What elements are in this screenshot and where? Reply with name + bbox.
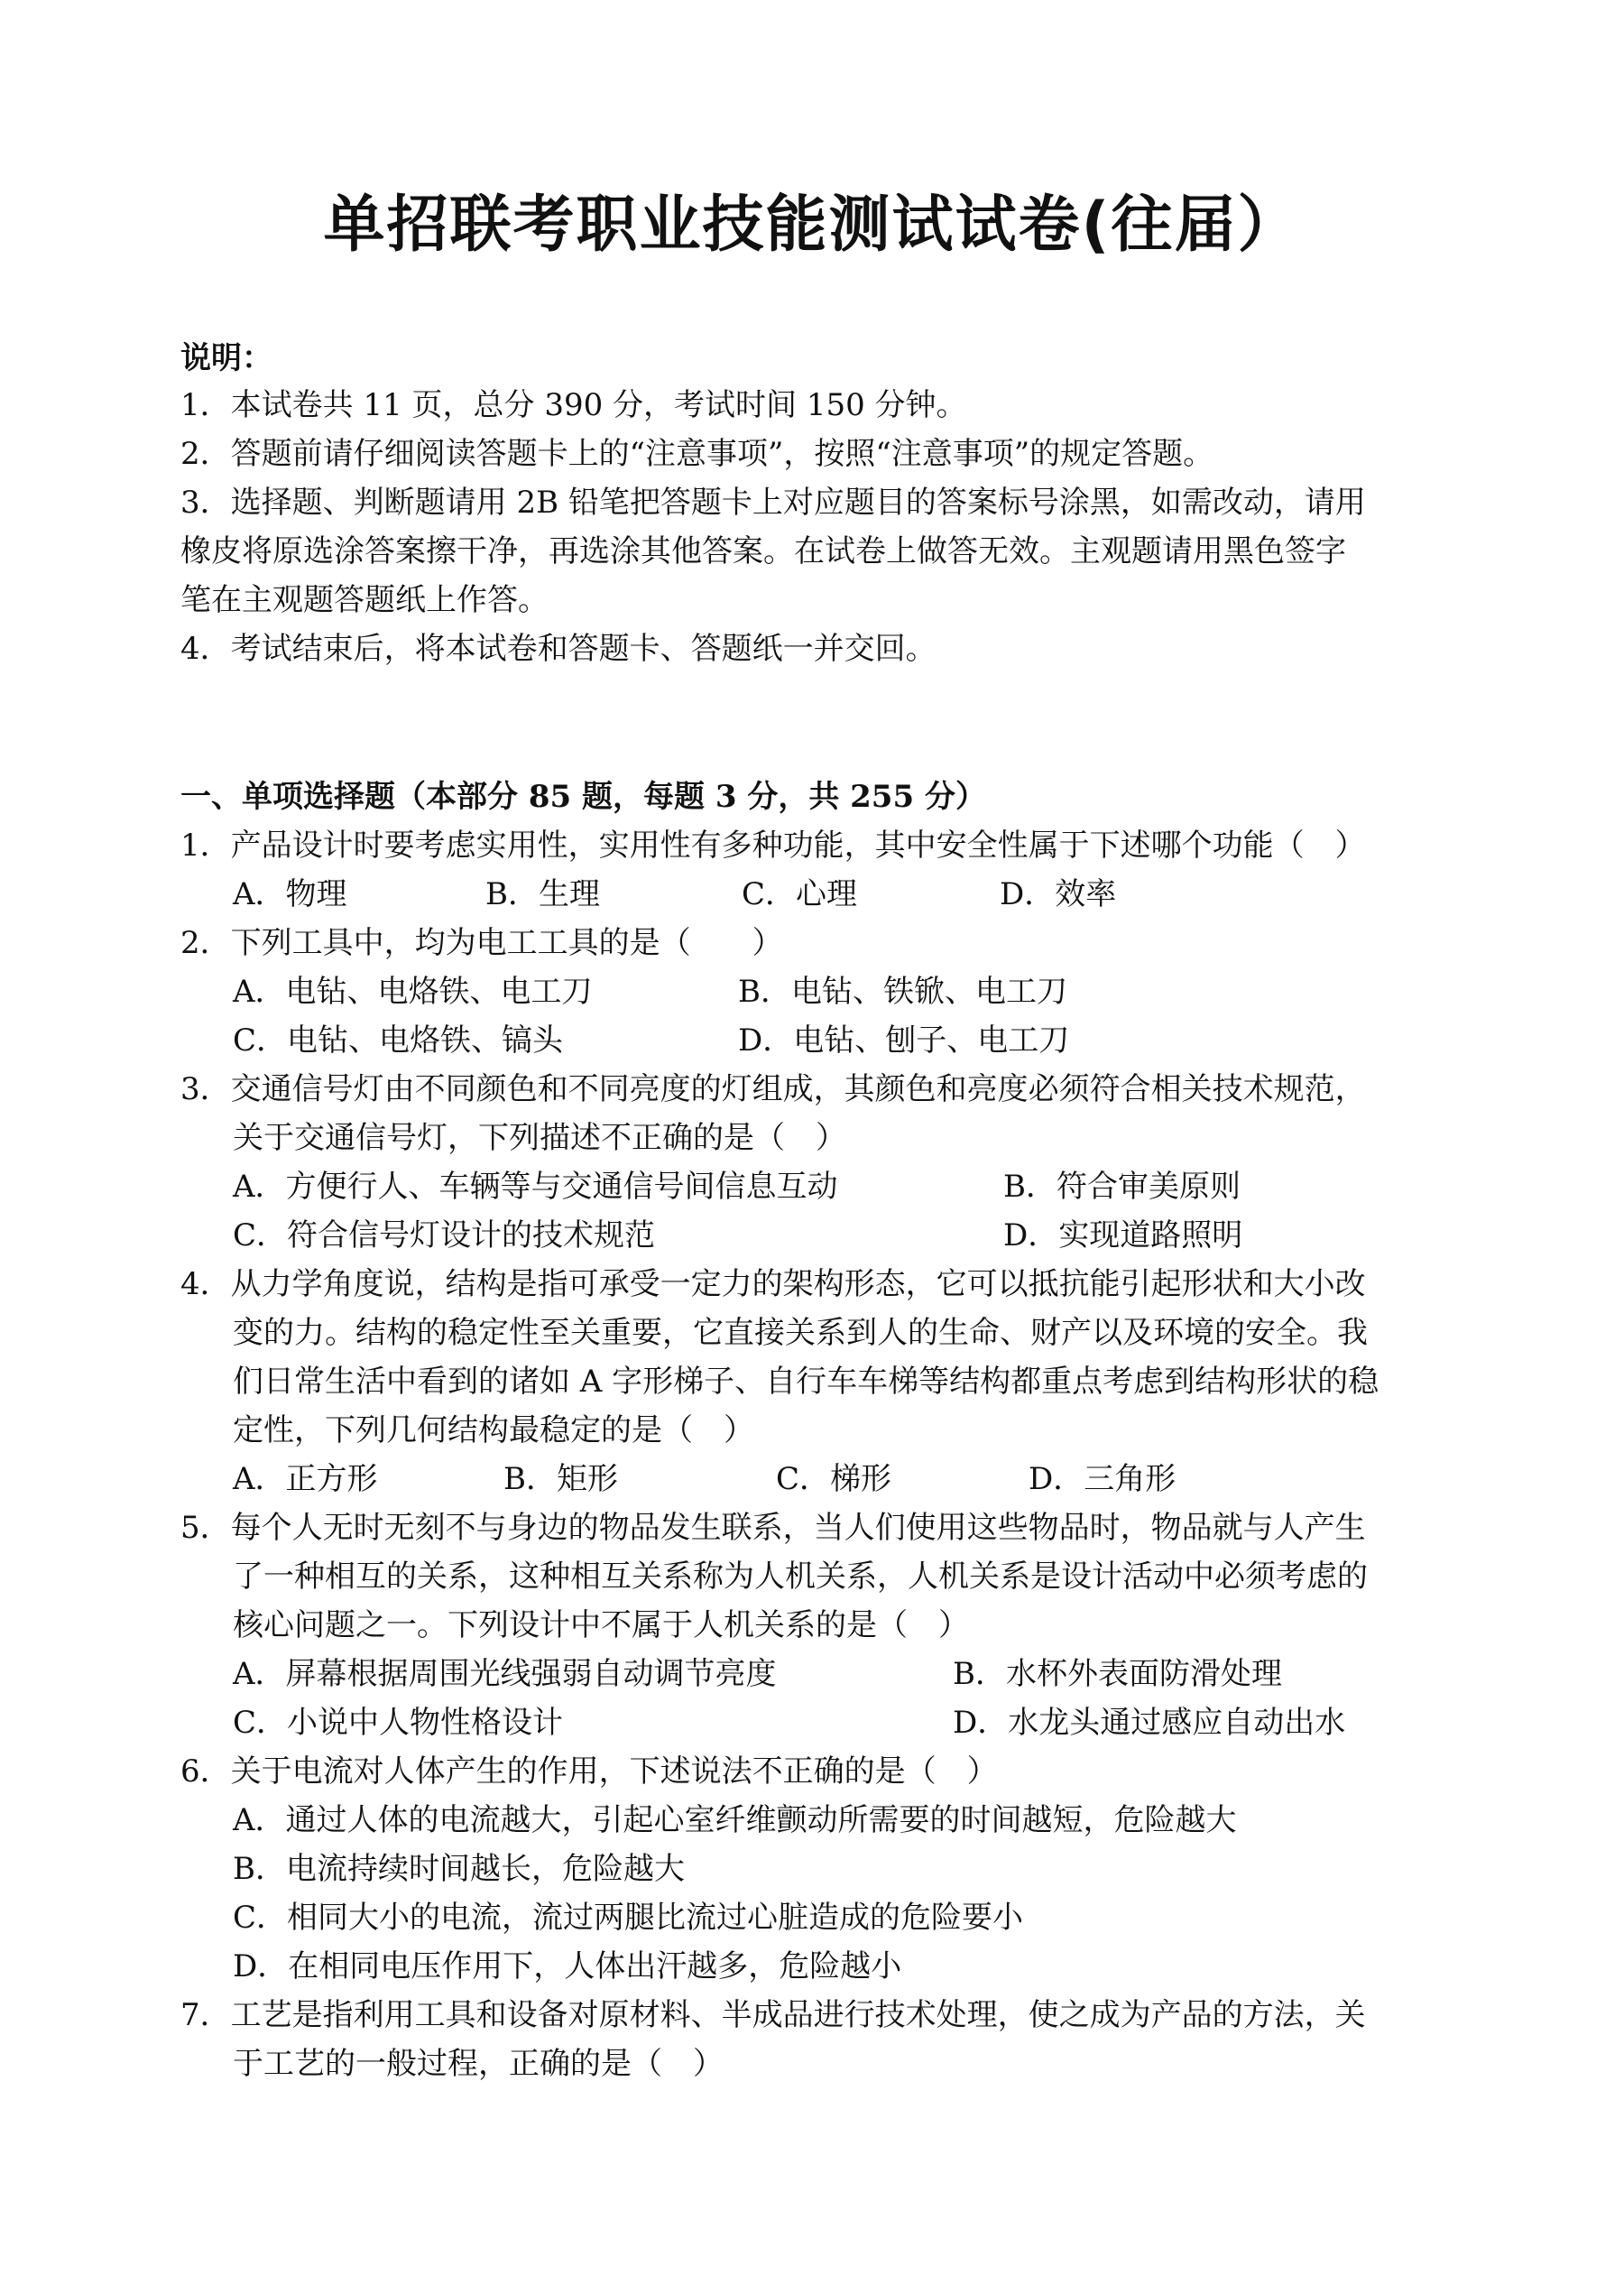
option-d: D．水龙头通过感应自动出水 (953, 1705, 1346, 1741)
option-c: C．电钻、电烙铁、镐头 (233, 1022, 564, 1059)
option-a: A．电钻、电烙铁、电工刀 (233, 974, 593, 1010)
option-b: B．符合审美原则 (1003, 1169, 1241, 1205)
option-a: A．物理 (233, 876, 347, 912)
option-d: D．在相同电压作用下，人体出汗越多，危险越小 (233, 1948, 902, 1984)
question-stem: 们日常生活中看到的诸如 A 字形梯子、自行车车梯等结构都重点考虑到结构形状的稳 (233, 1364, 1379, 1400)
question-stem: 变的力。结构的稳定性至关重要，它直接关系到人的生命、财产以及环境的安全。我 (233, 1315, 1368, 1351)
question-stem: 7．工艺是指利用工具和设备对原材料、半成品进行技术处理，使之成为产品的方法，关 (180, 1997, 1366, 2033)
question-stem: 3．交通信号灯由不同颜色和不同亮度的灯组成，其颜色和亮度必须符合相关技术规范， (180, 1071, 1366, 1107)
notes-line: 橡皮将原选涂答案擦干净，再选涂其他答案。在试卷上做答无效。主观题请用黑色签字 (180, 533, 1346, 569)
question-stem: 4．从力学角度说，结构是指可承受一定力的架构形态，它可以抵抗能引起形状和大小改 (180, 1266, 1366, 1302)
option-c: C．相同大小的电流，流过两腿比流过心脏造成的危险要小 (233, 1900, 1024, 1936)
option-d: D．效率 (1000, 876, 1117, 912)
option-a: A．正方形 (233, 1461, 378, 1497)
option-c: C．小说中人物性格设计 (233, 1705, 564, 1741)
option-b: B．电钻、铁锨、电工刀 (738, 974, 1067, 1010)
notes-line: 1．本试卷共 11 页，总分 390 分，考试时间 150 分钟。 (180, 387, 967, 423)
section-heading: 一、单项选择题（本部分 85 题，每题 3 分，共 255 分） (180, 779, 986, 815)
question-stem: 关于交通信号灯，下列描述不正确的是（ ） (233, 1120, 846, 1156)
option-b: B．矩形 (503, 1461, 618, 1497)
notes-line: 3．选择题、判断题请用 2B 铅笔把答题卡上对应题目的答案标号涂黑，如需改动，请用 (180, 485, 1366, 521)
question-stem: 1．产品设计时要考虑实用性，实用性有多种功能，其中安全性属于下述哪个功能（ ） (180, 828, 1366, 864)
notes-heading: 说明： (180, 340, 272, 376)
notes-line: 4．考试结束后，将本试卷和答题卡、答题纸一并交回。 (180, 631, 937, 667)
option-b: B．生理 (485, 876, 600, 912)
option-d: D．三角形 (1029, 1461, 1176, 1497)
option-a: A．方便行人、车辆等与交通信号间信息互动 (233, 1169, 838, 1205)
option-a: A．屏幕根据周围光线强弱自动调节亮度 (233, 1656, 777, 1692)
notes-line: 2．答题前请仔细阅读答题卡上的“注意事项”，按照“注意事项”的规定答题。 (180, 436, 1214, 472)
option-c: C．梯形 (776, 1461, 892, 1497)
question-stem: 于工艺的一般过程，正确的是（ ） (233, 2046, 724, 2082)
option-a: A．通过人体的电流越大，引起心室纤维颤动所需要的时间越短，危险越大 (233, 1802, 1237, 1838)
question-stem: 6．关于电流对人体产生的作用，下述说法不正确的是（ ） (180, 1753, 998, 1790)
question-stem: 5．每个人无时无刻不与身边的物品发生联系，当人们使用这些物品时，物品就与人产生 (180, 1510, 1366, 1546)
question-stem: 核心问题之一。下列设计中不属于人机关系的是（ ） (233, 1607, 969, 1643)
option-c: C．符合信号灯设计的技术规范 (233, 1217, 656, 1253)
notes-line: 笔在主观题答题纸上作答。 (180, 582, 549, 618)
exam-title: 单招联考职业技能测试试卷(往届） (323, 190, 1301, 261)
option-d: D．电钻、刨子、电工刀 (738, 1022, 1070, 1059)
option-c: C．心理 (742, 876, 858, 912)
option-b: B．水杯外表面防滑处理 (953, 1656, 1282, 1692)
question-stem: 定性，下列几何结构最稳定的是（ ） (233, 1412, 754, 1448)
question-stem: 了一种相互的关系，这种相互关系称为人机关系，人机关系是设计活动中必须考虑的 (233, 1559, 1368, 1595)
question-stem: 2．下列工具中，均为电工工具的是（ ） (180, 925, 783, 961)
option-b: B．电流持续时间越长，危险越大 (233, 1851, 685, 1887)
option-d: D．实现道路照明 (1003, 1217, 1243, 1253)
